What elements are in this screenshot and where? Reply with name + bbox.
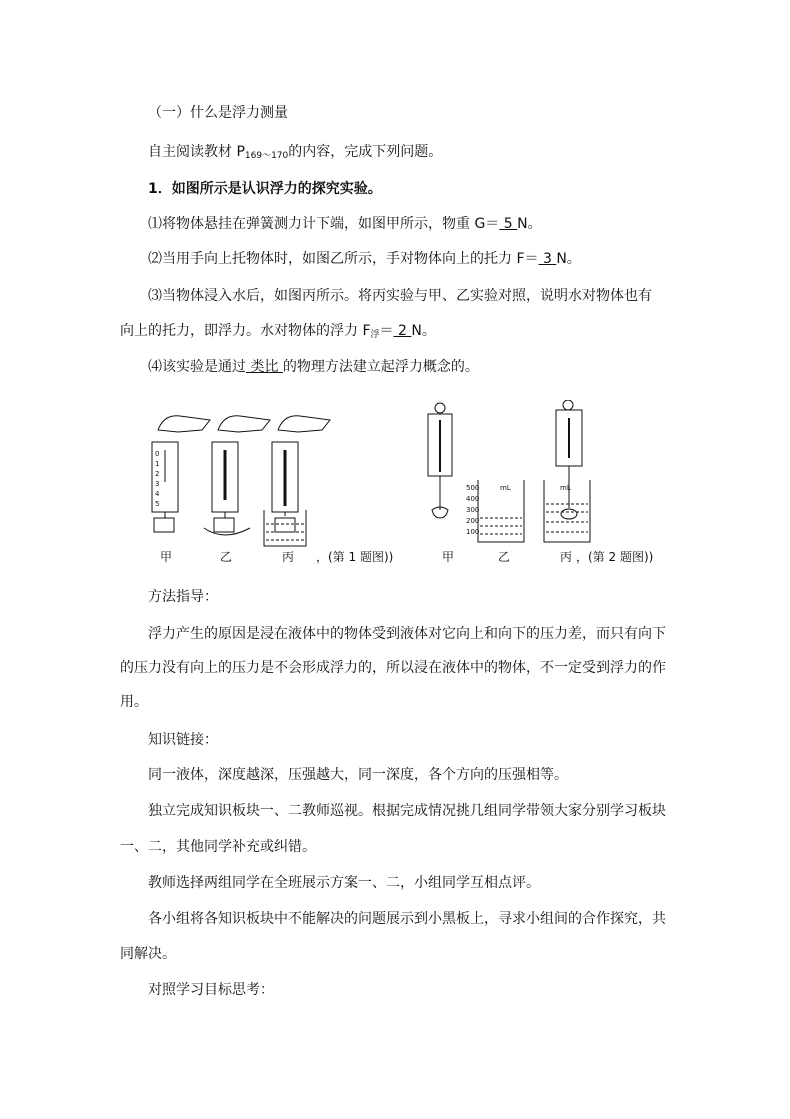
- beaker-tick: 200: [466, 517, 480, 525]
- fig2-caption: ，(第 2 题图)): [576, 550, 654, 564]
- task-text: 同解决。: [120, 946, 176, 962]
- scale-tick: 1: [155, 460, 160, 468]
- q1-title: 1．如图所示是认识浮力的探究实验。: [148, 181, 382, 197]
- task-text: 独立完成知识板块一、二教师巡视。根据完成情况挑几组同学带领大家分别学习板块: [148, 803, 666, 819]
- beaker-unit: mL: [560, 484, 571, 492]
- scale-tick: 4: [155, 490, 160, 498]
- scale-tick: 0: [155, 450, 160, 458]
- reflect-text: 对照学习目标思考：: [148, 982, 274, 998]
- answer-blank: 3: [538, 251, 557, 267]
- knowledge-text: 同一液体，深度越深，压强越大，同一深度，各个方向的压强相等。: [148, 767, 568, 783]
- answer-blank: 5: [499, 216, 518, 232]
- answer-blank: 类比: [246, 359, 283, 375]
- task-text: 一、二，其他同学补充或纠错。: [120, 839, 316, 855]
- hand-icon: [278, 416, 330, 432]
- hand-icon: [218, 416, 270, 432]
- section-title: （一）什么是浮力测量: [148, 105, 288, 121]
- q1-part2: ⑵当用手向上托物体时，如图乙所示，手对物体向上的托力 F＝ 3 N。: [148, 251, 581, 267]
- fig1-label: 丙: [282, 550, 295, 564]
- beaker-tick: 500: [466, 484, 480, 492]
- q1-part4: ⑷该实验是通过 类比 的物理方法建立起浮力概念的。: [148, 359, 479, 375]
- fig2-label: 乙: [498, 550, 511, 564]
- method-text: 用。: [120, 694, 148, 710]
- method-text: 的压力没有向上的压力是不会形成浮力的，所以浸在液体中的物体，不一定受到浮力的作: [120, 660, 666, 676]
- experiment-figures: [140, 400, 680, 575]
- method-text: 浮力产生的原因是浸在液体中的物体受到液体对它向上和向下的压力差，而只有向下: [148, 626, 666, 642]
- fig2-label: 丙: [560, 550, 573, 564]
- task-text: 教师选择两组同学在全班展示方案一、二，小组同学互相点评。: [148, 875, 540, 891]
- scale-tick: 3: [155, 480, 160, 488]
- method-label: 方法指导：: [148, 589, 218, 605]
- fig1-caption: ，(第 1 题图)): [316, 550, 394, 564]
- fig1-label: 甲: [160, 550, 173, 564]
- experiment-illustration: [140, 400, 680, 550]
- beaker-tick: 400: [466, 495, 480, 503]
- q1-part1: ⑴将物体悬挂在弹簧测力计下端，如图甲所示，物重 G＝ 5 N。: [148, 216, 542, 232]
- beaker-tick: 100: [466, 528, 480, 536]
- answer-blank: 2: [393, 323, 412, 339]
- task-text: 各小组将各知识板块中不能解决的问题展示到小黑板上，寻求小组间的合作探究，共: [148, 911, 666, 927]
- hand-icon: [158, 416, 210, 432]
- q1-part3b: 向上的托力，即浮力。水对物体的浮力 $F_浮= 2$ N。: [120, 323, 436, 340]
- beaker-tick: 300: [466, 506, 480, 514]
- beaker-unit: mL: [500, 484, 511, 492]
- intro-line: 自主阅读教材 $P_{169\sim 170}$的内容，完成下列问题。: [148, 144, 443, 161]
- knowledge-label: 知识链接：: [148, 732, 218, 748]
- fig1-label: 乙: [220, 550, 233, 564]
- scale-tick: 2: [155, 470, 160, 478]
- q1-part3a: ⑶当物体浸入水后，如图丙所示。将丙实验与甲、乙实验对照，说明水对物体也有: [148, 288, 652, 304]
- scale-tick: 5: [155, 500, 160, 508]
- fig2-label: 甲: [442, 550, 455, 564]
